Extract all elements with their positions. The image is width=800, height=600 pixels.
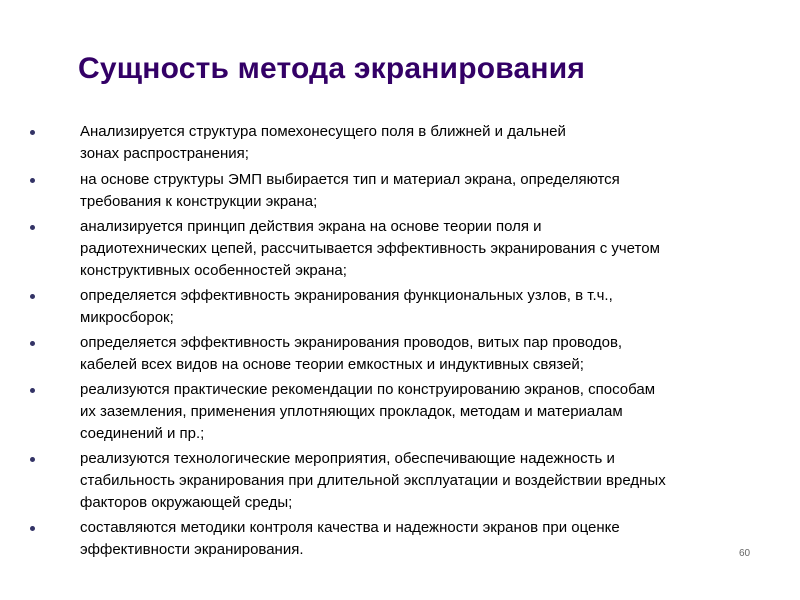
- bullet-line: кабелей всех видов на основе теории емкостных и индуктивных связей;: [80, 356, 584, 373]
- bullet-line: микросборок;: [80, 309, 174, 326]
- bullet-line: их заземления, применения уплотняющих прокладок, методам и материалам: [80, 403, 623, 420]
- bullet-continuation: [0, 143, 780, 165]
- bullet-item: [0, 332, 780, 376]
- bullet-line: радиотехнических цепей, рассчитывается эффективность экранирования с учетом: [80, 240, 660, 257]
- bullet-item: [0, 285, 780, 329]
- bullet-dot-icon: [30, 294, 35, 299]
- bullet-list: [0, 121, 800, 561]
- page-number: 60: [739, 548, 751, 559]
- bullet-dot-icon: [30, 341, 35, 346]
- bullet-item: [0, 517, 780, 561]
- bullet-item: [0, 121, 780, 143]
- bullet-line: эффективности экранирования.: [80, 541, 304, 558]
- bullet-line: на основе структуры ЭМП выбирается тип и материал экрана, определяются: [80, 171, 620, 188]
- bullet-dot-icon: [30, 225, 35, 230]
- bullet-line: анализируется принцип действия экрана на основе теории поля и: [80, 218, 542, 235]
- bullet-line: соединений и пр.;: [80, 425, 205, 442]
- bullet-line: составляются методики контроля качества и надежности экранов при оценке: [80, 519, 620, 536]
- slide-title: Сущность метода экранирования: [78, 52, 586, 85]
- bullet-line: Анализируется структура помехонесущего поля в ближней и дальней: [80, 123, 566, 140]
- bullet-dot-icon: [30, 130, 35, 135]
- bullet-item: [0, 216, 780, 282]
- bullet-dot-icon: [30, 457, 35, 462]
- bullet-line: стабильность экранирования при длительной эксплуатации и воздействии вредных: [80, 472, 666, 489]
- bullet-item: [0, 448, 780, 514]
- bullet-item: [0, 379, 780, 445]
- bullet-line: конструктивных особенностей экрана;: [80, 262, 347, 279]
- bullet-item: [0, 169, 780, 213]
- bullet-line: реализуются технологические мероприятия, обеспечивающие надежность и: [80, 450, 615, 467]
- bullet-line: реализуются практические рекомендации по конструированию экранов, способам: [80, 381, 656, 398]
- bullet-line: зонах распространения;: [80, 145, 249, 162]
- bullet-dot-icon: [30, 388, 35, 393]
- bullet-dot-icon: [30, 178, 35, 183]
- bullet-dot-icon: [30, 526, 35, 531]
- bullet-line: определяется эффективность экранирования функциональных узлов, в т.ч.,: [80, 287, 613, 304]
- bullet-line: требования к конструкции экрана;: [80, 193, 318, 210]
- bullet-line: определяется эффективность экранирования проводов, витых пар проводов,: [80, 334, 623, 351]
- bullet-line: факторов окружающей среды;: [80, 494, 293, 511]
